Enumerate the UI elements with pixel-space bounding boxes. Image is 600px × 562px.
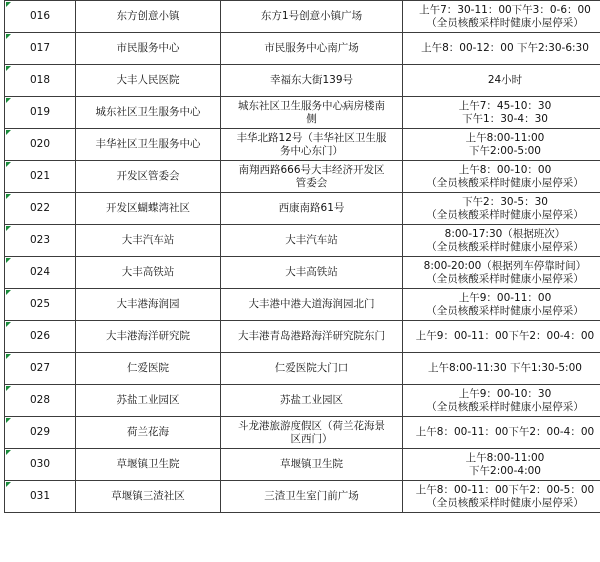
service-hours-line: （全员核酸采样时健康小屋停采） (426, 176, 584, 189)
site-address-line: 西康南路61号 (278, 202, 345, 214)
site-name-cell (76, 33, 221, 65)
row-number: 022 (29, 202, 51, 214)
site-name: 城东社区卫生服务中心 (95, 106, 201, 118)
row-number: 024 (29, 266, 51, 278)
service-hours-cell (403, 417, 600, 449)
row-number: 023 (29, 234, 51, 246)
site-name-cell (76, 353, 221, 385)
site-address-cell (221, 385, 403, 417)
site-name: 荷兰花海 (127, 426, 169, 438)
cell-comment-marker-icon (6, 258, 11, 263)
service-hours-line: 上午8：00-11：00下午2：00-5：00 (415, 483, 595, 496)
site-address-line: 大丰汽车站 (285, 234, 338, 246)
site-address-line: 城东社区卫生服务中心病房楼南 (238, 99, 385, 112)
table-row (5, 385, 600, 417)
site-address-line: 管委会 (295, 176, 328, 189)
row-number-cell (5, 65, 76, 97)
service-hours-cell (403, 289, 600, 321)
service-hours-line: 下午2:00-4:00 (469, 464, 541, 477)
service-hours-cell (403, 1, 600, 33)
table-row (5, 33, 600, 65)
site-address-cell (221, 161, 403, 193)
table-row (5, 129, 600, 161)
table-row (5, 65, 600, 97)
row-number: 016 (29, 10, 51, 22)
row-number: 021 (29, 170, 51, 182)
service-hours-cell (403, 481, 600, 513)
site-address-line: 务中心东门） (280, 144, 343, 157)
service-hours-line: （全员核酸采样时健康小屋停采） (426, 272, 584, 285)
service-hours-cell (403, 33, 600, 65)
cell-comment-marker-icon (6, 162, 11, 167)
site-name: 东方创意小镇 (116, 10, 180, 22)
table-row (5, 449, 600, 481)
site-name-cell (76, 193, 221, 225)
cell-comment-marker-icon (6, 194, 11, 199)
site-name: 市民服务中心 (116, 42, 180, 54)
site-name: 苏盐工业园区 (116, 394, 180, 406)
watermark (534, 534, 594, 556)
row-number-cell (5, 353, 76, 385)
row-number-cell (5, 417, 76, 449)
site-address-cell (221, 449, 403, 481)
site-address-line: 斗龙港旅游度假区（荷兰花海景 (238, 419, 385, 432)
table-body (5, 1, 600, 513)
row-number: 019 (29, 106, 51, 118)
service-hours-line: （全员核酸采样时健康小屋停采） (426, 208, 584, 221)
site-address-line: 侧 (306, 112, 317, 125)
row-number-cell (5, 449, 76, 481)
cell-comment-marker-icon (6, 130, 11, 135)
site-address-cell (221, 193, 403, 225)
site-name-cell (76, 225, 221, 257)
service-hours-line: 上午9：00-10：30 (458, 387, 552, 400)
site-address-line: 丰华北路12号（丰华社区卫生服 (236, 131, 387, 144)
service-hours-line: （全员核酸采样时健康小屋停采） (426, 496, 584, 509)
table-row (5, 193, 600, 225)
table-row (5, 1, 600, 33)
service-hours-line: 24小时 (487, 74, 523, 86)
site-address-cell (221, 65, 403, 97)
site-address-cell (221, 129, 403, 161)
site-address-cell (221, 97, 403, 129)
row-number-cell (5, 129, 76, 161)
site-name: 丰华社区卫生服务中心 (95, 138, 201, 150)
row-number: 029 (29, 426, 51, 438)
site-address-line: 幸福东大街139号 (269, 74, 354, 86)
service-hours-line: 8:00-20:00（根据列车停靠时间） (423, 259, 587, 272)
site-name-cell (76, 417, 221, 449)
row-number-cell (5, 97, 76, 129)
table-row (5, 97, 600, 129)
row-number: 028 (29, 394, 51, 406)
site-name-cell (76, 385, 221, 417)
service-hours-line: 上午8：00-12：00 下午2:30-6:30 (421, 42, 589, 54)
site-name-cell (76, 97, 221, 129)
cell-comment-marker-icon (6, 450, 11, 455)
site-address-line: 大丰高铁站 (285, 266, 338, 278)
cell-comment-marker-icon (6, 98, 11, 103)
site-address-line: 大丰港青岛港路海洋研究院东门 (238, 330, 385, 342)
service-hours-line: 上午8:00-11:00 (465, 451, 545, 464)
site-name: 大丰人民医院 (116, 74, 180, 86)
service-hours-line: 上午7：45-10：30 (458, 99, 552, 112)
site-name: 大丰港海润园 (116, 298, 180, 310)
site-address-line: 大丰港中港大道海润园北门 (248, 298, 375, 310)
site-name-cell (76, 257, 221, 289)
service-hours-cell (403, 353, 600, 385)
site-name-cell (76, 65, 221, 97)
site-address-line: 苏盐工业园区 (280, 394, 343, 406)
row-number-cell (5, 161, 76, 193)
table-row (5, 353, 600, 385)
site-name-cell (76, 161, 221, 193)
service-hours-line: （全员核酸采样时健康小屋停采） (426, 240, 584, 253)
service-hours-line: 上午9：00-11：00 (458, 291, 552, 304)
cell-comment-marker-icon (6, 354, 11, 359)
service-hours-line: （全员核酸采样时健康小屋停采） (426, 400, 584, 413)
site-name-cell (76, 481, 221, 513)
row-number-cell (5, 33, 76, 65)
service-hours-cell (403, 449, 600, 481)
site-address-line: 区西门） (290, 432, 333, 445)
row-number-cell (5, 1, 76, 33)
site-name: 大丰高铁站 (121, 266, 175, 278)
service-hours-line: 上午8:00-11:00 (465, 131, 545, 144)
site-address-cell (221, 481, 403, 513)
site-address-cell (221, 257, 403, 289)
site-address-cell (221, 321, 403, 353)
service-hours-line: 上午9：00-11：00下午2：00-4：00 (415, 330, 595, 342)
row-number-cell (5, 193, 76, 225)
cell-comment-marker-icon (6, 34, 11, 39)
site-name: 开发区管委会 (116, 170, 180, 182)
site-name-cell (76, 449, 221, 481)
row-number-cell (5, 289, 76, 321)
site-name: 大丰汽车站 (121, 234, 175, 246)
service-hours-line: 上午8：00-11：00下午2：00-4：00 (415, 426, 595, 438)
row-number: 031 (29, 490, 51, 502)
table-row (5, 257, 600, 289)
table-row (5, 321, 600, 353)
table-row (5, 161, 600, 193)
cell-comment-marker-icon (6, 418, 11, 423)
service-hours-line: 上午8:00-11:30 下午1:30-5:00 (428, 362, 582, 374)
service-hours-cell (403, 65, 600, 97)
row-number: 017 (29, 42, 51, 54)
row-number-cell (5, 225, 76, 257)
service-hours-cell (403, 129, 600, 161)
service-hours-line: 下午2:00-5:00 (469, 144, 541, 157)
site-name-cell (76, 129, 221, 161)
service-hours-line: （全员核酸采样时健康小屋停采） (426, 304, 584, 317)
cell-comment-marker-icon (6, 386, 11, 391)
service-hours-line: 上午7：30-11：00下午3：0-6：00 (419, 3, 591, 16)
row-number: 030 (29, 458, 51, 470)
site-address-line: 市民服务中心南广场 (264, 42, 359, 54)
service-hours-line: 下午1：30-4：30 (462, 112, 548, 125)
site-address-line: 草堰镇卫生院 (280, 458, 343, 470)
row-number: 020 (29, 138, 51, 150)
site-name: 大丰港海洋研究院 (106, 330, 190, 342)
row-number-cell (5, 385, 76, 417)
service-hours-cell (403, 193, 600, 225)
service-hours-cell (403, 225, 600, 257)
site-address-line: 仁爱医院大门口 (274, 362, 349, 374)
site-address-cell (221, 225, 403, 257)
row-number: 018 (29, 74, 51, 86)
cell-comment-marker-icon (6, 226, 11, 231)
row-number-cell (5, 257, 76, 289)
cell-comment-marker-icon (6, 66, 11, 71)
testing-sites-table (4, 0, 600, 513)
site-address-line: 东方1号创意小镇广场 (260, 10, 363, 22)
site-name: 草堰镇卫生院 (116, 458, 180, 470)
table-row (5, 225, 600, 257)
service-hours-line: 8:00-17:30（根据班次） (444, 227, 566, 240)
site-address-cell (221, 353, 403, 385)
site-address-line: 南翔西路666号大丰经济开发区 (238, 163, 385, 176)
service-hours-line: 下午2：30-5：30 (462, 195, 548, 208)
service-hours-line: （全员核酸采样时健康小屋停采） (426, 16, 584, 29)
site-name: 草堰镇三渣社区 (111, 490, 185, 502)
service-hours-line: 上午8：00-10：00 (458, 163, 552, 176)
site-address-cell (221, 1, 403, 33)
cell-comment-marker-icon (6, 2, 11, 7)
table-row (5, 417, 600, 449)
site-address-cell (221, 417, 403, 449)
row-number-cell (5, 481, 76, 513)
site-name-cell (76, 289, 221, 321)
table-row (5, 289, 600, 321)
row-number: 025 (29, 298, 51, 310)
service-hours-cell (403, 321, 600, 353)
cell-comment-marker-icon (6, 322, 11, 327)
row-number: 026 (29, 330, 51, 342)
site-name: 仁爱医院 (127, 362, 169, 374)
site-name: 开发区蝴蝶湾社区 (106, 202, 190, 214)
service-hours-cell (403, 161, 600, 193)
site-address-line: 三渣卫生室门前广场 (264, 490, 359, 502)
table-row (5, 481, 600, 513)
row-number: 027 (29, 362, 51, 374)
site-address-cell (221, 289, 403, 321)
service-hours-cell (403, 257, 600, 289)
site-address-cell (221, 33, 403, 65)
row-number-cell (5, 321, 76, 353)
cell-comment-marker-icon (6, 290, 11, 295)
site-name-cell (76, 321, 221, 353)
service-hours-cell (403, 97, 600, 129)
cell-comment-marker-icon (6, 482, 11, 487)
service-hours-cell (403, 385, 600, 417)
site-name-cell (76, 1, 221, 33)
